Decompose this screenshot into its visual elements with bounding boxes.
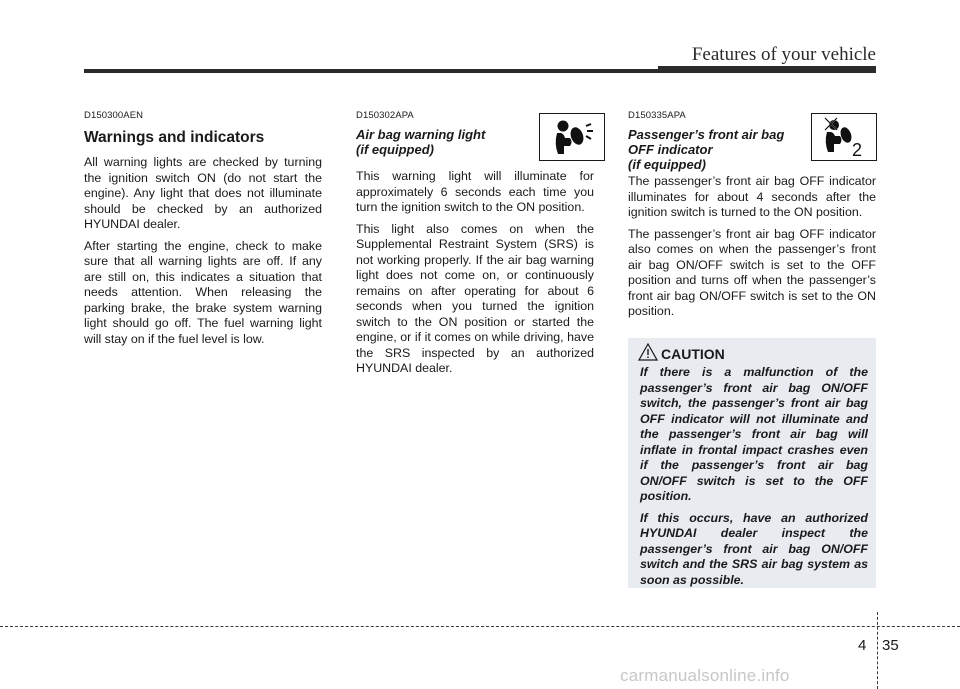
section-title-line: Air bag warning light: [356, 127, 486, 142]
airbag-warning-icon: [539, 113, 605, 161]
watermark: carmanualsonline.info: [620, 666, 790, 685]
section-title-line: OFF indicator: [628, 142, 713, 157]
paragraph: This warning light will illuminate for approximately 6 seconds each time you turn the ignition switch to the ON position.: [356, 169, 594, 214]
caution-paragraph: If there is a malfunction of the passenger’s front air bag ON/OFF switch, the passenger’s front air bag OFF indicator will not illuminate and the passenger’s front air bag will inflate in frontal impact crashes even if the passenger’s front air bag ON/OFF switch is set to the OFF position.: [640, 365, 868, 503]
section-code: D150302APA: [356, 110, 414, 121]
paragraph: All warning lights are checked by turning the ignition switch ON (do not start the engine). Any light that does not illuminate should be checked by an authorized HYUNDAI dealer.: [84, 155, 322, 231]
section-title-line: Passenger’s front air bag: [628, 127, 785, 142]
footer-divider: [877, 612, 878, 689]
section-warnings-indicators: [84, 110, 322, 353]
caution-body: [640, 365, 868, 594]
section-code: D150300AEN: [84, 110, 144, 121]
paragraph: This light also comes on when the Supplemental Restraint System (SRS) is not working properly. If the air bag warning light does not come on, or continuously remains on after operating for about 6 seconds when you turned the ignition switch to the ON position or started the engine, or if it comes on while driving, have the SRS inspected by an authorized HYUNDAI dealer.: [356, 221, 594, 375]
paragraph: The passenger’s front air bag OFF indicator illuminates for about 4 seconds after the ignition switch is turned to the ON position.: [628, 174, 876, 219]
section-title-line: (if equipped): [356, 142, 434, 157]
page-header-title: Features of your vehicle: [691, 44, 876, 65]
footer-rule: [0, 626, 960, 627]
section-code: D150335APA: [628, 110, 686, 121]
caution-title: CAUTION: [661, 346, 725, 362]
section-title: Warnings and indicators: [84, 129, 265, 146]
header-rule: [84, 69, 876, 73]
paragraph: The passenger’s front air bag OFF indicator also comes on when the passenger’s front air bag ON/OFF switch is set to the OFF position and turns off when the passenger’s front air bag ON/OFF switch is set to the ON position.: [628, 226, 876, 318]
section-title-line: (if equipped): [628, 157, 706, 172]
section-title: [628, 127, 808, 172]
warning-triangle-icon: [638, 343, 658, 361]
caution-box: [628, 338, 876, 588]
icon-number: 2: [852, 140, 863, 160]
page-number: 35: [882, 637, 899, 654]
passenger-airbag-off-icon: [811, 113, 877, 161]
paragraph: After starting the engine, check to make sure that all warning lights are off. If any are still on, this indicates a situation that needs attention. When releasing the parking brake, the brake system warning light should go off. The fuel warning light will stay on if the fuel level is low.: [84, 238, 322, 346]
section-number: 4: [858, 637, 867, 654]
caution-paragraph: If this occurs, have an authorized HYUNDAI dealer inspect the passenger’s front air bag ON/OFF switch and the SRS air bag system as soon as possible.: [640, 510, 868, 587]
